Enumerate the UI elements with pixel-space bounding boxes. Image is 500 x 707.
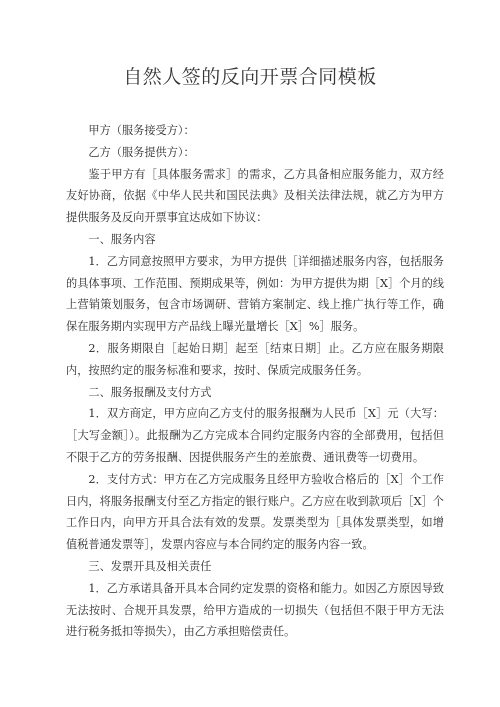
clause-paragraph: 1．乙方同意按照甲方要求，为甲方提供［详细描述服务内容，包括服务的具体事项、工作范围、预期成果等，例如：为甲方提供为期［X］个月的线上营销策划服务，包含市场调研、营销方案制定、线上推广执行等工作，确保在服务期内实现甲方产品线上曝光量增长［X］%］服务。 (66, 254, 444, 334)
section-heading-invoice: 三、发票开具及相关责任 (88, 559, 212, 573)
clause-paragraph: 1．乙方承诺具备开具本合同约定发票的资格和能力。如因乙方原因导致无法按时、合规开具发票，给甲方造成的一切损失（包括但不限于甲方无法进行税务抵扣等损失），由乙方承担赔偿责任。 (66, 581, 444, 639)
clause-paragraph: 2．支付方式：甲方在乙方完成服务且经甲方验收合格后的［X］个工作日内，将服务报酬支付至乙方指定的银行账户。乙方应在收到款项后［X］个工作日内，向甲方开具合法有效的发票。发票类型为［具体发票类型，如增值税普通发票等］，发票内容应与本合同约定的服务内容一致。 (66, 472, 444, 552)
preamble-paragraph: 鉴于甲方有［具体服务需求］的需求，乙方具备相应服务能力，双方经友好协商，依据《中华人民共和国民法典》及相关法律法规，就乙方为甲方提供服务及反向开票事宜达成如下协议： (66, 167, 444, 225)
section-heading-payment: 二、服务报酬及支付方式 (88, 385, 212, 399)
clause-paragraph: 1．双方商定，甲方应向乙方支付的服务报酬为人民币［X］元（大写：［大写金额］）。此报酬为乙方完成本合同约定服务内容的全部费用，包括但不限于乙方的劳务报酬、因提供服务产生的差旅费、通讯费等一切费用。 (66, 407, 444, 464)
section-heading-service-content: 一、服务内容 (88, 232, 156, 246)
party-a-line: 甲方（服务接受方）： (88, 124, 195, 137)
party-b-line: 乙方（服务提供方）： (88, 145, 195, 159)
clause-paragraph: 2．服务期限自［起始日期］起至［结束日期］止。乙方应在服务期限内，按照约定的服务标准和要求，按时、保质完成服务任务。 (66, 341, 444, 377)
document-body (66, 120, 444, 643)
document-title: 自然人签的反向开票合同模板 (123, 66, 377, 88)
